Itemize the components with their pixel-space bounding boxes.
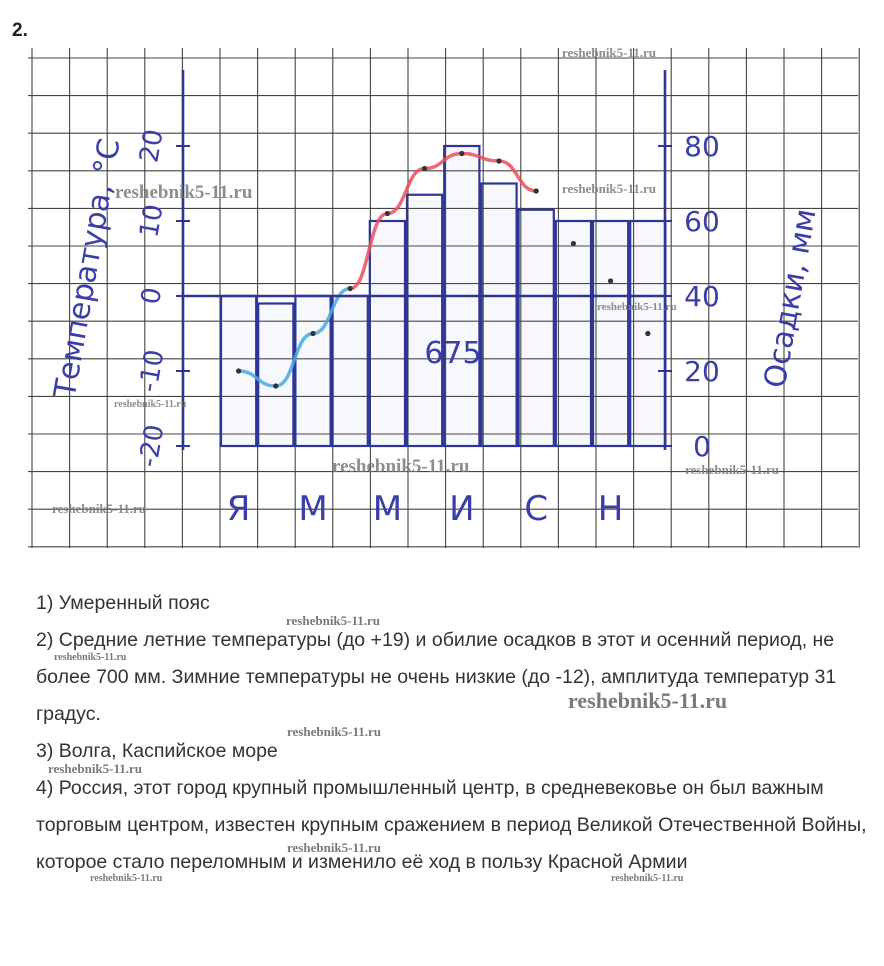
left-tick-label: -10 — [133, 347, 171, 395]
left-tick-label: 10 — [134, 202, 170, 240]
precipitation-bar — [407, 195, 442, 446]
left-tick-label: 0 — [135, 285, 169, 307]
month-label: Я — [226, 489, 251, 529]
watermark: reshebnik5-11.ru — [611, 873, 684, 884]
temperature-point — [571, 241, 576, 246]
left-axis-ticks — [134, 127, 190, 469]
month-label: М — [372, 489, 403, 529]
left-tick-label: 20 — [134, 127, 170, 165]
precipitation-bar — [481, 184, 516, 447]
month-label: С — [524, 489, 549, 529]
month-label: М — [298, 489, 328, 529]
right-axis-ticks — [658, 130, 720, 463]
answer-1: 1) Умеренный пояс — [36, 592, 210, 614]
precipitation-bar — [370, 221, 405, 446]
answers-block — [12, 585, 872, 881]
watermark: reshebnik5-11.ru — [54, 652, 127, 663]
right-tick-label: 0 — [693, 430, 711, 463]
left-tick-label: -20 — [133, 422, 171, 470]
watermark: reshebnik5-11.ru — [114, 399, 187, 410]
watermark: reshebnik5-11.ru — [562, 45, 657, 60]
precipitation-bar — [295, 296, 330, 446]
temperature-point — [422, 166, 427, 171]
answer-3: 3) Волга, Каспийское море — [36, 740, 278, 762]
watermark: reshebnik5-11.ru — [115, 182, 253, 203]
y-axis-right-label: Осадки, мм — [757, 206, 824, 391]
temperature-point — [236, 368, 241, 373]
watermark: reshebnik5-11.ru — [597, 301, 677, 313]
task-number: 2. — [12, 20, 28, 41]
month-label: И — [449, 489, 475, 529]
watermark: reshebnik5-11.ru — [286, 613, 381, 628]
watermark: reshebnik5-11.ru — [562, 181, 657, 196]
temperature-point — [348, 286, 353, 291]
temperature-point — [273, 383, 278, 388]
temperature-point — [645, 331, 650, 336]
watermark: reshebnik5-11.ru — [52, 501, 147, 516]
right-tick-label: 80 — [684, 130, 720, 163]
watermark: reshebnik5-11.ru — [332, 456, 470, 477]
month-label: Н — [597, 489, 624, 529]
temperature-point — [459, 151, 464, 156]
right-tick-label: 20 — [684, 355, 720, 388]
precipitation-bar — [519, 210, 554, 446]
watermark: reshebnik5-11.ru — [90, 873, 163, 884]
temperature-point — [608, 278, 613, 283]
precipitation-bar — [333, 296, 368, 446]
annual-precipitation-annotation: 675 — [424, 336, 482, 371]
answer-2: 2) Средние летние температуры (до +19) и обилие осадков в этот и осенний период, не более 700 мм. Зимние температуры не очень низкие (до -12), амплитуда температур 31 градус. — [36, 629, 837, 725]
answer-4: 4) Россия, этот город крупный промышленный центр, в средневековье он был важным торговым центром, известен крупным сражением в период Великой Отечественной Войны, которое стало переломным и изменило её ход в пользу Красной Армии — [36, 777, 867, 873]
right-tick-label: 40 — [684, 280, 720, 313]
watermark: reshebnik5-11.ru — [48, 761, 143, 776]
right-tick-label: 60 — [684, 205, 720, 238]
precipitation-bar — [593, 221, 628, 446]
watermark: reshebnik5-11.ru — [287, 724, 382, 739]
watermark: reshebnik5-11.ru — [568, 688, 728, 713]
y-axis-left-label: Температура, °С — [47, 136, 128, 401]
temperature-point — [310, 331, 315, 336]
climate-chart — [0, 40, 884, 550]
temperature-point — [534, 188, 539, 193]
precipitation-bar — [556, 221, 591, 446]
temperature-point — [385, 211, 390, 216]
watermark: reshebnik5-11.ru — [287, 840, 382, 855]
watermark: reshebnik5-11.ru — [685, 462, 780, 477]
temperature-point — [496, 158, 501, 163]
